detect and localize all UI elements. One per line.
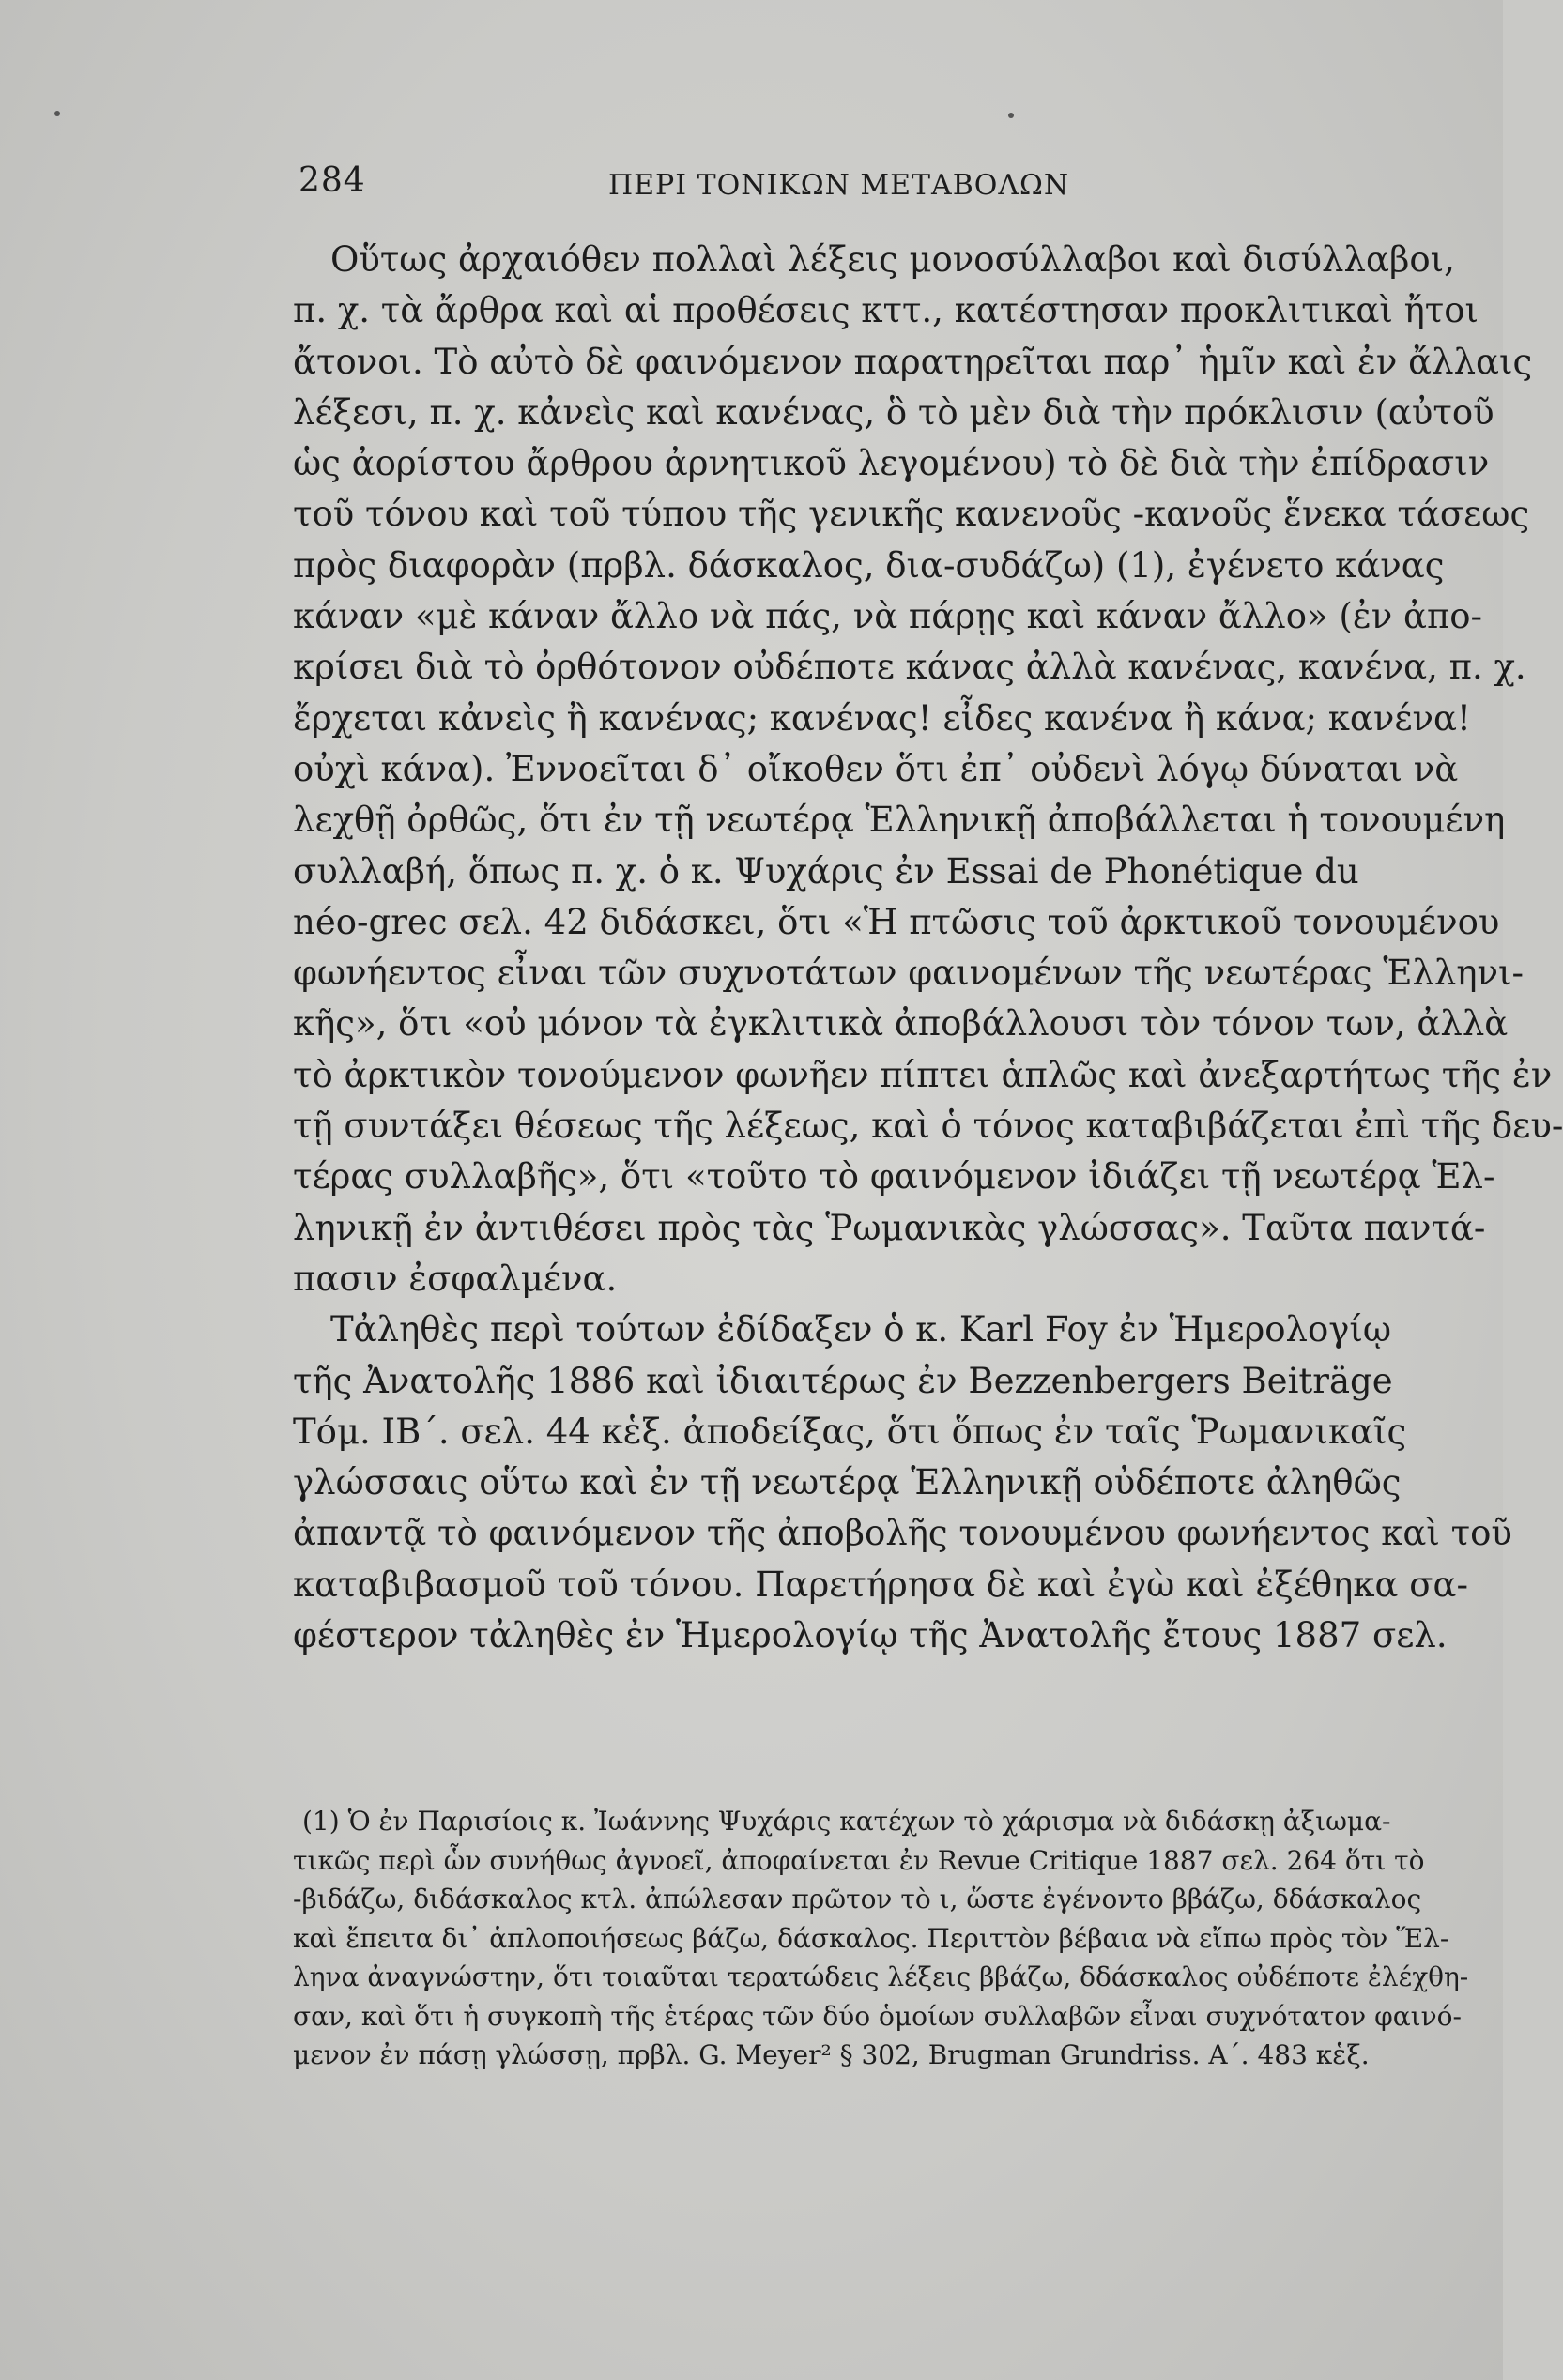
speck xyxy=(54,111,60,116)
text-line: ὡς ἀορίστου ἄρθρου ἀρνητικοῦ λεγομένου) τὸ δὲ διὰ τὴν ἐπίδρασιν xyxy=(293,443,1490,484)
text-line: γλώσσαις οὕτω καὶ ἐν τῇ νεωτέρᾳ Ἑλληνικῇ οὐδέποτε ἀληθῶς xyxy=(293,1462,1402,1503)
footnote-line: καὶ ἔπειτα δι᾽ ἁπλοποιήσεως βάζω, δάσκαλος. Περιττὸν βέβαια νὰ εἴπω πρὸς τὸν Ἕλ- xyxy=(293,1922,1449,1954)
footnote-line: σαν, καὶ ὅτι ἡ συγκοπὴ τῆς ἑτέρας τῶν δύο ὁμοίων συλλαβῶν εἶναι συχνότατον φαινό- xyxy=(293,2000,1462,2032)
text-line: τὸ ἀρκτικὸν τονούμενον φωνῆεν πίπτει ἁπλῶς καὶ ἀνεξαρτήτως τῆς ἐν xyxy=(293,1054,1553,1095)
running-title: ΠΕΡΙ ΤΟΝΙΚΩΝ ΜΕΤΑΒΟΛΩΝ xyxy=(608,169,1070,202)
footnote-line: τικῶς περὶ ὧν συνήθως ἀγνοεῖ, ἀποφαίνεται ἐν Revue Critique 1887 σελ. 264 ὅτι τὸ xyxy=(293,1844,1425,1876)
footnote-line: -βιδάζω, διδάσκαλος κτλ. ἀπώλεσαν πρῶτον τὸ ι, ὥστε ἐγένοντο ββάζω, δδάσκαλος xyxy=(293,1884,1422,1915)
text-line: τοῦ τόνου καὶ τοῦ τύπου τῆς γενικῆς κανενοῦς -κανοῦς ἕνεκα τάσεως xyxy=(293,494,1530,535)
text-line: ἄτονοι. Τὸ αὐτὸ δὲ φαινόμενον παρατηρεῖται παρ᾽ ἡμῖν καὶ ἐν ἄλλαις xyxy=(293,341,1533,382)
footnotes xyxy=(293,1802,1469,2075)
speck xyxy=(1008,113,1014,118)
text-line: ἀπαντᾷ τὸ φαινόμενον τῆς ἀποβολῆς τονουμένου φωνήεντος καὶ τοῦ xyxy=(293,1513,1512,1554)
text-line: τῇ συντάξει θέσεως τῆς λέξεως, καὶ ὁ τόνος καταβιβάζεται ἐπὶ τῆς δευ- xyxy=(293,1106,1563,1147)
text-line: néo-grec σελ. 42 διδάσκει, ὅτι «Ἡ πτῶσις τοῦ ἀρκτικοῦ τονουμένου xyxy=(293,901,1500,942)
text-line: οὐχὶ κάνα). Ἐννοεῖται δ᾽ οἴκοθεν ὅτι ἐπ᾽ οὐδενὶ λόγῳ δύναται νὰ xyxy=(293,748,1459,789)
text-line: φωνήεντος εἶναι τῶν συχνοτάτων φαινομένων τῆς νεωτέρας Ἑλληνι- xyxy=(293,953,1525,994)
text-line: ληνικῇ ἐν ἀντιθέσει πρὸς τὰς Ῥωμανικὰς γλώσσας». Ταῦτα παντά- xyxy=(293,1207,1486,1248)
footnote-line: (1) Ὁ ἐν Παρισίοις κ. Ἰωάννης Ψυχάρις κατέχων τὸ χάρισμα νὰ διδάσκῃ ἀξιωμα- xyxy=(302,1806,1391,1837)
page-header xyxy=(0,141,1503,202)
text-line: λεχθῇ ὀρθῶς, ὅτι ἐν τῇ νεωτέρᾳ Ἑλληνικῇ ἀποβάλλεται ἡ τονουμένη xyxy=(293,800,1506,841)
text-line: συλλαβή, ὅπως π. χ. ὁ κ. Ψυχάρις ἐν Essai de Phonétique du xyxy=(293,850,1359,892)
text-line: π. χ. τὰ ἄρθρα καὶ αἱ προθέσεις κττ., κατέστησαν προκλιτικαὶ ἤτοι xyxy=(293,290,1479,331)
text-line: καταβιβασμοῦ τοῦ τόνου. Παρετήρησα δὲ καὶ ἐγὼ καὶ ἐξέθηκα σα- xyxy=(293,1564,1468,1605)
text-line: λέξεσι, π. χ. κἀνεὶς καὶ κανένας, ὃ τὸ μὲν διὰ τὴν πρόκλισιν (αὐτοῦ xyxy=(293,391,1494,433)
body-text xyxy=(293,235,1563,1661)
text-line: Οὕτως ἀρχαιόθεν πολλαὶ λέξεις μονοσύλλαβοι καὶ δισύλλαβοι, xyxy=(330,239,1455,280)
text-line: τέρας συλλαβῆς», ὅτι «τοῦτο τὸ φαινόμενον ἰδιάζει τῇ νεωτέρᾳ Ἑλ- xyxy=(293,1156,1495,1198)
page-number: 284 xyxy=(299,161,366,200)
text-line: πασιν ἐσφαλμένα. xyxy=(293,1258,618,1299)
text-line: κρίσει διὰ τὸ ὀρθότονον οὐδέποτε κάνας ἀλλὰ κανένας, κανένα, π. χ. xyxy=(293,647,1526,688)
text-line: Τόμ. ΙΒ΄. σελ. 44 κἑξ. ἀποδείξας, ὅτι ὅπως ἐν ταῖς Ῥωμανικαῖς xyxy=(293,1411,1407,1452)
footnote-line: μενον ἐν πάσῃ γλώσσῃ, πρβλ. G. Meyer² § 302, Brugman Grundriss. Α΄. 483 κἑξ. xyxy=(293,2039,1370,2070)
text-line: φέστερον τἀληθὲς ἐν Ἡμερολογίῳ τῆς Ἀνατολῆς ἔτους 1887 σελ. xyxy=(293,1615,1448,1656)
text-line: κῆς», ὅτι «οὐ μόνον τὰ ἐγκλιτικὰ ἀποβάλλουσι τὸν τόνον των, ἀλλὰ xyxy=(293,1003,1509,1045)
text-line: πρὸς διαφορὰν (πρβλ. δάσκαλος, δια-συδάζω) (1), ἐγένετο κάνας xyxy=(293,544,1445,586)
footnote-line: ληνα ἀναγνώστην, ὅτι τοιαῦται τερατώδεις λέξεις ββάζω, δδάσκαλος οὐδέποτε ἐλέχθη- xyxy=(293,1961,1469,1992)
text-line: κάναν «μὲ κάναν ἄλλο νὰ πάς, νὰ πάρῃς καὶ κάναν ἄλλο» (ἐν ἀπο- xyxy=(293,596,1483,637)
text-line: Τἀληθὲς περὶ τούτων ἐδίδαξεν ὁ κ. Karl Foy ἐν Ἡμερολογίῳ xyxy=(330,1309,1392,1350)
text-line: τῆς Ἀνατολῆς 1886 καὶ ἰδιαιτέρως ἐν Bezzenbergers Beiträge xyxy=(293,1360,1393,1401)
text-line: ἔρχεται κἀνεὶς ἢ κανένας; κανένας! εἶδες κανένα ἢ κάνα; κανένα! xyxy=(293,697,1471,739)
